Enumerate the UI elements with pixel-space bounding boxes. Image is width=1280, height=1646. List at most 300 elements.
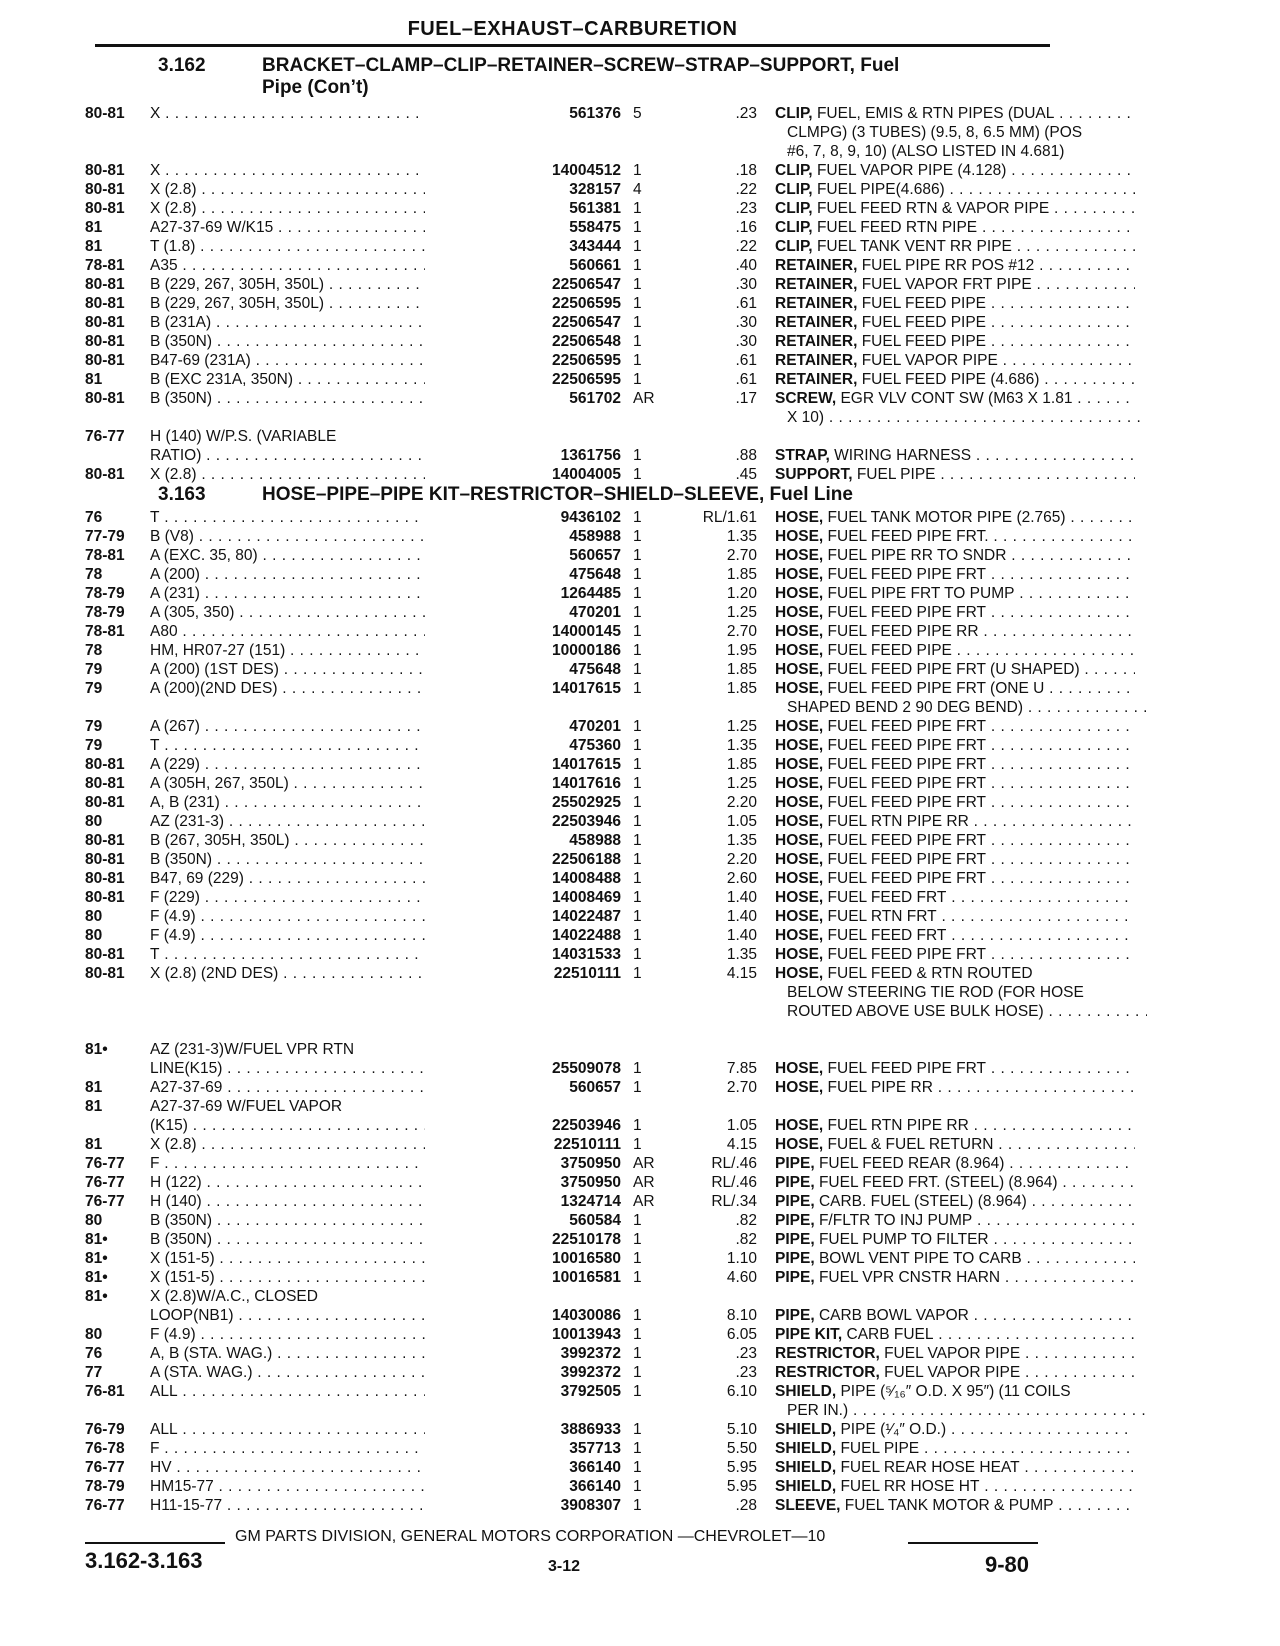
part-detail: FUEL VPR CNSTR HARN (818, 1269, 1001, 1286)
quantity: 1 (633, 1060, 642, 1077)
part-row (85, 1116, 1070, 1135)
part-description (775, 622, 1135, 641)
part-row (85, 565, 1070, 584)
part-name: CLIP, (775, 162, 813, 179)
footer-page-number: 3-12 (548, 1558, 581, 1575)
quantity: 1 (633, 756, 642, 773)
price: 5.10 (726, 1421, 757, 1438)
part-row (85, 180, 1070, 199)
part-detail: FUEL RTN PIPE RR (827, 813, 969, 830)
part-detail: EGR VLV CONT SW (M63 X 1.81 (840, 390, 1073, 407)
part-detail: FUEL VAPOR PIPE (884, 1345, 1021, 1362)
part-detail: FUEL FEED PIPE (4.686) (861, 371, 1040, 388)
price: .82 (735, 1231, 757, 1248)
model-application: B (231A) . . . (150, 313, 510, 332)
part-name: RETAINER, (775, 314, 858, 331)
part-row (85, 793, 1070, 812)
model-year: 79 (85, 718, 103, 735)
quantity: 1 (633, 1497, 642, 1514)
model-year: 76-79 (85, 1421, 125, 1438)
part-detail: FUEL VAPOR PIPE (4.128) (816, 162, 1007, 179)
section-number: 3.163 (158, 484, 206, 505)
page-header: FUEL–EXHAUST–CARBURETION (407, 18, 738, 40)
quantity: 1 (633, 1478, 642, 1495)
part-name: HOSE, (775, 813, 824, 830)
price: .16 (735, 219, 757, 236)
part-description (775, 603, 1135, 622)
part-name: SUPPORT, (775, 466, 853, 483)
part-description (775, 926, 1135, 945)
part-description (775, 1458, 1135, 1477)
quantity: 1 (633, 1231, 642, 1248)
model-year: 80 (85, 908, 103, 925)
price: 2.20 (726, 851, 757, 868)
part-number: 3908307 (425, 1496, 621, 1515)
part-number: 22506595 (425, 294, 621, 313)
model-year: 76-77 (85, 1174, 125, 1191)
part-name: RESTRICTOR, (775, 1345, 880, 1362)
price: 5.95 (726, 1478, 757, 1495)
price: 5.95 (726, 1459, 757, 1476)
part-detail: FUEL PIPE(4.686) (816, 181, 945, 198)
part-description (775, 1306, 1135, 1325)
model-year: 76-77 (85, 1193, 125, 1210)
model-application: A35 . . . (150, 256, 510, 275)
part-description (775, 660, 1135, 679)
model-year: 80 (85, 927, 103, 944)
part-description (775, 332, 1135, 351)
part-detail: FUEL TANK MOTOR & PUMP (844, 1497, 1054, 1514)
model-application: H (140) W/P.S. (VARIABLE (150, 428, 337, 445)
part-detail: FUEL TANK MOTOR PIPE (2.765) (827, 509, 1066, 526)
part-detail: FUEL FEED PIPE (861, 314, 987, 331)
part-description (775, 1116, 1135, 1135)
part-row (85, 546, 1070, 565)
part-description (775, 869, 1135, 888)
parts-list-3-162 (85, 104, 1083, 484)
part-name: HOSE, (775, 566, 824, 583)
part-row (85, 622, 1070, 641)
part-name: SHIELD, (775, 1440, 837, 1457)
model-application: AZ (231-3)W/FUEL VPR RTN (150, 1041, 355, 1058)
model-year: 80-81 (85, 466, 125, 483)
quantity: 1 (633, 1326, 642, 1343)
model-year: 78-79 (85, 604, 125, 621)
part-description (775, 546, 1135, 565)
part-name: PIPE, (775, 1193, 815, 1210)
model-application: A (STA. WAG.) . . . (150, 1363, 510, 1382)
part-detail: FUEL FEED PIPE FRT (827, 756, 987, 773)
model-year: 80-81 (85, 314, 125, 331)
part-description (775, 313, 1135, 332)
part-number: 22506595 (425, 370, 621, 389)
part-row (85, 1382, 1070, 1401)
part-row (85, 294, 1070, 313)
part-name: PIPE, (775, 1212, 815, 1229)
quantity: 1 (633, 219, 642, 236)
part-number: 475360 (425, 736, 621, 755)
price: .61 (735, 295, 757, 312)
quantity: 1 (633, 314, 642, 331)
part-detail: FUEL FEED PIPE (861, 295, 987, 312)
part-detail: CARB FUEL (846, 1326, 934, 1343)
part-name: HOSE, (775, 1060, 824, 1077)
model-application: T (1.8) . . . (150, 237, 510, 256)
part-description (775, 1154, 1135, 1173)
part-number: 14004512 (425, 161, 621, 180)
part-number: 9436102 (425, 508, 621, 527)
price: .17 (735, 390, 757, 407)
price: 1.05 (726, 813, 757, 830)
part-number: 3992372 (425, 1363, 621, 1382)
part-number: 475648 (425, 565, 621, 584)
part-detail: FUEL PUMP TO FILTER (818, 1231, 989, 1248)
part-number: 14017615 (425, 679, 621, 698)
part-detail: FUEL REAR HOSE HEAT (840, 1459, 1020, 1476)
part-row (85, 869, 1070, 888)
part-detail: FUEL PIPE RR TO SNDR (827, 547, 1007, 564)
quantity: 1 (633, 333, 642, 350)
footer-publisher: GM PARTS DIVISION, GENERAL MOTORS CORPORATION —CHEVROLET—10 (235, 1528, 826, 1545)
model-application: A (200) . . . (150, 565, 510, 584)
part-detail: FUEL FEED PIPE FRT (ONE U (827, 680, 1045, 697)
part-number: 343444 (425, 237, 621, 256)
part-description (775, 1363, 1135, 1382)
part-name: SHIELD, (775, 1459, 837, 1476)
model-year: 76 (85, 509, 103, 526)
part-number: 14031533 (425, 945, 621, 964)
price: 2.70 (726, 623, 757, 640)
price: .45 (735, 466, 757, 483)
part-row (85, 508, 1070, 527)
part-number: 458988 (425, 831, 621, 850)
model-year: 77-79 (85, 528, 125, 545)
quantity: 4 (633, 181, 642, 198)
part-row (85, 1496, 1070, 1515)
model-year: 81 (85, 219, 103, 236)
model-application: T . . . (150, 508, 510, 527)
model-year: 81• (85, 1269, 108, 1286)
model-application: B47, 69 (229) . . . (150, 869, 510, 888)
model-year: 78-79 (85, 585, 125, 602)
part-description (775, 1439, 1135, 1458)
model-application: ALL . . . (150, 1420, 510, 1439)
part-row (85, 1458, 1070, 1477)
price: .22 (735, 181, 757, 198)
part-number: 1264485 (425, 584, 621, 603)
part-name: RETAINER, (775, 333, 858, 350)
model-year: 80-81 (85, 295, 125, 312)
model-year: 81 (85, 1098, 103, 1115)
price: 8.10 (726, 1307, 757, 1324)
part-description (775, 1192, 1135, 1211)
part-description (775, 793, 1135, 812)
quantity: 1 (633, 1345, 642, 1362)
part-row (85, 446, 1070, 465)
part-description (775, 774, 1135, 793)
part-row (85, 218, 1070, 237)
part-description (775, 465, 1135, 484)
part-detail: FUEL FEED PIPE FRT (827, 1060, 987, 1077)
quantity: 1 (633, 200, 642, 217)
part-number: 328157 (425, 180, 621, 199)
part-name: SHIELD, (775, 1421, 837, 1438)
quantity: 1 (633, 775, 642, 792)
part-name: HOSE, (775, 908, 824, 925)
part-description (775, 1325, 1135, 1344)
part-description (775, 755, 1135, 774)
part-name: RESTRICTOR, (775, 1364, 880, 1381)
part-detail: FUEL FEED PIPE FRT (827, 566, 987, 583)
part-row (85, 389, 1073, 408)
model-application: B (267, 305H, 350L) . . . (150, 831, 510, 850)
part-detail: CARB. FUEL (STEEL) (8.964) (818, 1193, 1027, 1210)
part-description: ROUTED ABOVE USE BULK HOSE) . . . (787, 1002, 1147, 1021)
part-number: 10016580 (425, 1249, 621, 1268)
model-year: 80-81 (85, 870, 125, 887)
price: 4.15 (726, 1136, 757, 1153)
part-name: SHIELD, (775, 1383, 837, 1400)
part-row (85, 1135, 1070, 1154)
quantity: 1 (633, 718, 642, 735)
part-description (775, 161, 1135, 180)
part-name: STRAP, (775, 447, 830, 464)
quantity: 1 (633, 1364, 642, 1381)
model-year: 76-77 (85, 1459, 125, 1476)
quantity: 1 (633, 528, 642, 545)
part-name: PIPE, (775, 1269, 815, 1286)
part-description (775, 275, 1135, 294)
quantity: 1 (633, 352, 642, 369)
quantity: 1 (633, 295, 642, 312)
model-application: A (200) (1ST DES) . . . (150, 660, 510, 679)
part-name: SLEEVE, (775, 1497, 841, 1514)
part-description (775, 717, 1135, 736)
part-detail: FUEL FEED REAR (8.964) (818, 1155, 1005, 1172)
part-name: HOSE, (775, 585, 824, 602)
part-name: RETAINER, (775, 276, 858, 293)
price: 1.85 (726, 661, 757, 678)
model-application: A27-37-69 . . . (150, 1078, 510, 1097)
part-description (775, 180, 1135, 199)
model-application: (K15) . . . (150, 1116, 510, 1135)
model-year: 76-77 (85, 428, 125, 445)
price: 1.10 (726, 1250, 757, 1267)
part-name: HOSE, (775, 832, 824, 849)
part-name: HOSE, (775, 661, 824, 678)
part-description (775, 831, 1135, 850)
model-year: 80-81 (85, 965, 125, 982)
model-year: 77 (85, 1364, 103, 1381)
part-name: RETAINER, (775, 371, 858, 388)
model-application: HV . . . (150, 1458, 510, 1477)
model-year: 78-81 (85, 547, 125, 564)
part-name: PIPE, (775, 1307, 815, 1324)
quantity: 1 (633, 1079, 642, 1096)
part-detail: PIPE (¹⁄₄″ O.D.) (840, 1421, 947, 1438)
part-number: 22510111 (425, 964, 621, 983)
price: 1.85 (726, 680, 757, 697)
model-application: B (350N) . . . (150, 850, 510, 869)
model-year: 80-81 (85, 333, 125, 350)
part-row (85, 1249, 1070, 1268)
model-application: A (229) . . . (150, 755, 510, 774)
part-number: 3750950 (425, 1154, 621, 1173)
price: 4.15 (726, 965, 757, 982)
price: .23 (735, 105, 757, 122)
model-application: A27-37-69 W/FUEL VAPOR (150, 1098, 343, 1115)
part-name: HOSE, (775, 604, 824, 621)
model-application: T . . . (150, 945, 510, 964)
part-number: 560657 (425, 1078, 621, 1097)
model-year: 80 (85, 813, 103, 830)
part-description (775, 104, 1135, 123)
model-year: 80-81 (85, 105, 125, 122)
price: 5.50 (726, 1440, 757, 1457)
part-row (85, 945, 1070, 964)
model-application: B (350N) . . . (150, 389, 510, 408)
quantity: 1 (633, 1212, 642, 1229)
part-detail: FUEL FEED FRT (827, 889, 947, 906)
part-number: 1324714 (425, 1192, 621, 1211)
part-name: HOSE, (775, 851, 824, 868)
model-year: 80-81 (85, 946, 125, 963)
price: 1.95 (726, 642, 757, 659)
model-application: F (4.9) . . . (150, 907, 510, 926)
part-row (85, 1173, 1070, 1192)
price: RL/.34 (711, 1193, 757, 1210)
model-year: 80-81 (85, 832, 125, 849)
part-name: HOSE, (775, 1117, 824, 1134)
part-number: 560584 (425, 1211, 621, 1230)
price: .61 (735, 352, 757, 369)
model-year: 78-79 (85, 1478, 125, 1495)
part-row (85, 1268, 1070, 1287)
price: 1.20 (726, 585, 757, 602)
part-detail: FUEL FEED PIPE FRT (827, 718, 987, 735)
part-name: RETAINER, (775, 295, 858, 312)
model-year: 80-81 (85, 390, 125, 407)
model-application: A (231) . . . (150, 584, 510, 603)
part-row (85, 1230, 1070, 1249)
part-description (775, 1230, 1135, 1249)
part-number: 22506547 (425, 275, 621, 294)
quantity: 1 (633, 908, 642, 925)
part-detail: FUEL RR HOSE HT (840, 1478, 980, 1495)
model-application: F (229) . . . (150, 888, 510, 907)
model-year: 79 (85, 661, 103, 678)
model-year: 80-81 (85, 162, 125, 179)
model-application: A, B (STA. WAG.) . . . (150, 1344, 510, 1363)
quantity: 1 (633, 162, 642, 179)
model-year: 81• (85, 1231, 108, 1248)
part-detail: FUEL PIPE RR (827, 1079, 933, 1096)
model-application: T . . . (150, 736, 510, 755)
price: .40 (735, 257, 757, 274)
part-row (85, 926, 1070, 945)
section-number: 3.162 (158, 55, 206, 76)
part-name: PIPE, (775, 1250, 815, 1267)
model-year: 80-81 (85, 889, 125, 906)
quantity: AR (633, 1174, 655, 1191)
model-application: H (140) . . . (150, 1192, 510, 1211)
model-application: B (V8) . . . (150, 527, 510, 546)
quantity: 1 (633, 1421, 642, 1438)
model-application: F . . . (150, 1439, 510, 1458)
part-detail: FUEL, EMIS & RTN PIPES (DUAL (816, 105, 1055, 122)
description-continuation (85, 1401, 1070, 1420)
part-number: 561702 (425, 389, 621, 408)
part-row (85, 161, 1070, 180)
footer-rule (85, 1542, 225, 1544)
model-application: A80 . . . (150, 622, 510, 641)
model-application: X . . . (150, 104, 510, 123)
part-number: 560657 (425, 546, 621, 565)
part-row (85, 603, 1070, 622)
part-name: SHIELD, (775, 1478, 837, 1495)
part-number: 22506548 (425, 332, 621, 351)
part-number: 470201 (425, 717, 621, 736)
part-number: 22506595 (425, 351, 621, 370)
part-row (85, 1192, 1070, 1211)
part-number: 3992372 (425, 1344, 621, 1363)
quantity: 1 (633, 238, 642, 255)
part-detail: CARB BOWL VAPOR (818, 1307, 969, 1324)
part-description (775, 736, 1135, 755)
quantity: 1 (633, 623, 642, 640)
section-heading: HOSE–PIPE–PIPE KIT–RESTRICTOR–SHIELD–SLEEVE, Fuel Line (262, 484, 853, 505)
quantity: 1 (633, 946, 642, 963)
model-year: 81 (85, 1079, 103, 1096)
part-detail: FUEL FEED PIPE FRT (827, 604, 987, 621)
price: .61 (735, 371, 757, 388)
model-year: 76-77 (85, 1497, 125, 1514)
quantity: 1 (633, 1250, 642, 1267)
price: 2.20 (726, 794, 757, 811)
part-row (85, 275, 1070, 294)
part-name: RETAINER, (775, 352, 858, 369)
model-application: X (2.8) . . . (150, 465, 510, 484)
quantity: 1 (633, 585, 642, 602)
part-name: HOSE, (775, 1079, 824, 1096)
part-row (85, 679, 1070, 698)
model-application: X (151-5) . . . (150, 1249, 510, 1268)
model-year: 80-81 (85, 200, 125, 217)
part-detail: BOWL VENT PIPE TO CARB (818, 1250, 1022, 1267)
model-application: LINE(K15) . . . (150, 1059, 510, 1078)
section-heading: BRACKET–CLAMP–CLIP–RETAINER–SCREW–STRAP–SUPPORT, Fuel (262, 55, 900, 76)
part-number: 357713 (425, 1439, 621, 1458)
quantity: 1 (633, 1269, 642, 1286)
part-detail: F/FLTR TO INJ PUMP (818, 1212, 973, 1229)
model-year: 80-81 (85, 756, 125, 773)
part-row (85, 755, 1070, 774)
model-year: 81• (85, 1041, 108, 1058)
part-name: HOSE, (775, 528, 824, 545)
price: 1.40 (726, 908, 757, 925)
part-number: 22503946 (425, 1116, 621, 1135)
part-number: 10016581 (425, 1268, 621, 1287)
model-year: 80 (85, 1326, 103, 1343)
part-description (775, 1078, 1135, 1097)
quantity: 1 (633, 965, 642, 982)
part-detail: FUEL VAPOR PIPE (861, 352, 998, 369)
part-row (85, 907, 1070, 926)
model-application: X (2.8) . . . (150, 1135, 510, 1154)
footer-section-range: 3.162-3.163 (85, 1548, 203, 1573)
model-application: B47-69 (231A) . . . (150, 351, 510, 370)
part-name: HOSE, (775, 870, 824, 887)
